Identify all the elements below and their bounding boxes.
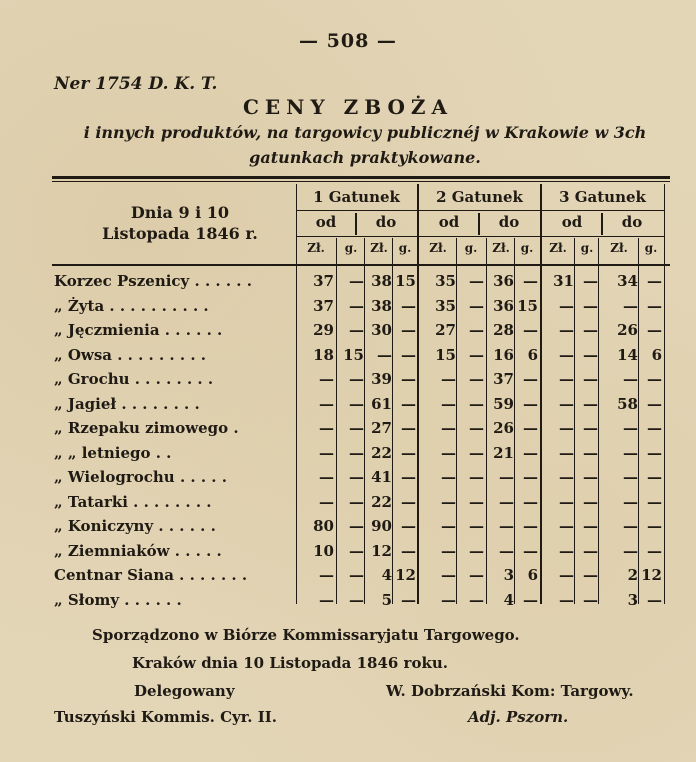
table-cell: — — [349, 541, 364, 560]
table-cell: — — [623, 492, 638, 511]
table-cell: — — [623, 517, 638, 535]
subtitle-line-2: gatunkach praktykowane. — [249, 148, 481, 167]
table-cell: — — [349, 272, 364, 290]
table-cell: 38 — [371, 272, 392, 290]
table-cell: — — [349, 370, 364, 388]
table-cell: 4 — [381, 566, 392, 584]
footer-line-1: Sporządzono w Biórze Kommissaryjatu Targowego. — [92, 626, 520, 644]
table-cell: 15 — [343, 345, 364, 364]
zl-header-3: Zł. — [370, 241, 388, 255]
commissioner: Tuszyński Kommis. Cyr. II. — [54, 708, 277, 726]
table-cell: — — [441, 541, 456, 560]
table-cell: — — [583, 419, 598, 437]
table-cell: — — [441, 394, 456, 413]
table-cell: — — [523, 443, 538, 462]
table-cell: — — [523, 541, 538, 560]
table-cell: — — [469, 468, 484, 486]
table-cell: — — [469, 370, 484, 388]
od-do-rule — [296, 236, 664, 237]
table-cell: — — [623, 541, 638, 560]
table-cell: — — [647, 394, 662, 413]
reference-number: Ner 1754 D. K. T. — [54, 74, 218, 94]
signer: W. Dobrzański Kom: Targowy. — [386, 682, 634, 700]
col-divider-4 — [418, 238, 419, 604]
grade-header-3: 3 Gatunek — [559, 188, 646, 206]
table-cell: 90 — [371, 517, 392, 535]
table-right-border — [664, 184, 665, 604]
table-cell: 10 — [313, 541, 334, 560]
table-cell: — — [523, 517, 538, 535]
table-cell: 4 — [503, 590, 514, 609]
table-cell: — — [441, 492, 456, 511]
row-label: „ „ letniego . . — [54, 443, 172, 462]
col-divider-8 — [540, 238, 541, 604]
table-cell: — — [647, 321, 662, 339]
col-divider-10 — [598, 238, 599, 604]
table-cell: — — [559, 321, 574, 339]
subtitle-line-1: i innych produktów, na targowicy publicznéj w Krakowie w 3ch — [83, 123, 647, 142]
table-cell: 3 — [503, 566, 514, 584]
table-cell: — — [349, 443, 364, 462]
table-cell: 80 — [313, 517, 334, 535]
table-cell: — — [499, 541, 514, 560]
table-cell: — — [469, 517, 484, 535]
table-cell: — — [583, 296, 598, 315]
row-label: „ Jagieł . . . . . . . . — [54, 394, 200, 413]
table-cell: 6 — [651, 345, 662, 364]
table-cell: — — [441, 517, 456, 535]
table-cell: — — [469, 566, 484, 584]
table-cell: — — [441, 419, 456, 437]
table-cell: — — [559, 296, 574, 315]
table-cell: — — [583, 321, 598, 339]
grade-1-left-border — [296, 184, 297, 604]
table-cell: 58 — [617, 394, 638, 413]
table-cell: 21 — [493, 443, 514, 462]
row-label: Centnar Siana . . . . . . . — [54, 566, 248, 584]
table-cell: — — [469, 541, 484, 560]
table-cell: — — [523, 468, 538, 486]
table-cell: — — [647, 468, 662, 486]
table-cell: — — [319, 468, 334, 486]
table-cell: 6 — [527, 345, 538, 364]
table-cell: — — [623, 370, 638, 388]
table-cell: 16 — [493, 345, 514, 364]
grade-title-rule — [296, 210, 664, 211]
table-cell: — — [401, 517, 416, 535]
table-cell: — — [401, 370, 416, 388]
table-cell: — — [401, 321, 416, 339]
table-cell: — — [469, 296, 484, 315]
table-cell: — — [647, 492, 662, 511]
table-cell: 28 — [493, 321, 514, 339]
table-cell: — — [349, 566, 364, 584]
table-cell: 12 — [371, 541, 392, 560]
table-cell: — — [349, 419, 364, 437]
table-cell: — — [469, 394, 484, 413]
table-cell: — — [523, 590, 538, 609]
col-divider-2 — [364, 238, 365, 604]
table-cell: — — [319, 419, 334, 437]
adjunct: Adj. Pszorn. — [468, 708, 569, 726]
table-cell: — — [319, 590, 334, 609]
table-cell: — — [377, 345, 392, 364]
od-do-divider-1 — [355, 213, 357, 235]
table-cell: — — [401, 541, 416, 560]
table-cell: 22 — [371, 443, 392, 462]
table-cell: 37 — [313, 296, 334, 315]
table-cell: — — [583, 345, 598, 364]
table-cell: — — [469, 492, 484, 511]
table-cell: 59 — [493, 394, 514, 413]
row-label: „ Koniczyny . . . . . . — [54, 517, 216, 535]
table-cell: — — [401, 296, 416, 315]
col-divider-1 — [336, 238, 337, 604]
table-cell: — — [441, 468, 456, 486]
table-cell: — — [559, 443, 574, 462]
table-cell: — — [441, 370, 456, 388]
od-do-divider-2 — [478, 213, 480, 235]
table-cell: — — [559, 345, 574, 364]
grade-header-2: 2 Gatunek — [436, 188, 523, 206]
table-cell: — — [583, 566, 598, 584]
table-cell: — — [559, 517, 574, 535]
zl-header-5: Zł. — [429, 241, 447, 255]
table-cell: — — [469, 345, 484, 364]
table-cell: — — [349, 468, 364, 486]
table-cell: — — [583, 443, 598, 462]
subtitle — [50, 120, 680, 170]
table-top-rule — [52, 176, 670, 179]
table-cell: — — [349, 492, 364, 511]
table-cell: 36 — [493, 296, 514, 315]
table-cell: 12 — [395, 566, 416, 584]
delegate-label: Delegowany — [134, 682, 235, 700]
table-cell: — — [559, 590, 574, 609]
table-cell: 35 — [435, 272, 456, 290]
table-cell: — — [523, 321, 538, 339]
table-cell: — — [469, 590, 484, 609]
table-cell: 26 — [493, 419, 514, 437]
table-cell: — — [499, 492, 514, 511]
table-cell: — — [401, 345, 416, 364]
table-cell: — — [349, 517, 364, 535]
table-cell: 31 — [553, 272, 574, 290]
table-cell: — — [319, 443, 334, 462]
zl-header-1: Zł. — [307, 241, 325, 255]
od-header-3: od — [561, 213, 583, 231]
table-cell: — — [499, 517, 514, 535]
table-cell: — — [583, 394, 598, 413]
footer-line-2: Kraków dnia 10 Listopada 1846 roku. — [132, 654, 448, 672]
row-label: „ Ziemniaków . . . . . — [54, 541, 222, 560]
table-cell: 37 — [493, 370, 514, 388]
table-cell: — — [441, 443, 456, 462]
row-label: „ Żyta . . . . . . . . . . — [54, 296, 209, 315]
table-cell: — — [319, 394, 334, 413]
row-label: „ Jęczmienia . . . . . . — [54, 321, 223, 339]
table-cell: — — [559, 492, 574, 511]
table-cell: 18 — [313, 345, 334, 364]
table-cell: 5 — [381, 590, 392, 609]
table-cell: — — [583, 590, 598, 609]
date-line-1: Dnia 9 i 10 — [130, 203, 230, 222]
table-cell: — — [647, 419, 662, 437]
table-cell: — — [647, 370, 662, 388]
table-cell: 30 — [371, 321, 392, 339]
table-cell: — — [647, 590, 662, 609]
zl-header-11: Zł. — [610, 241, 628, 255]
table-cell: — — [523, 272, 538, 290]
table-cell: — — [623, 419, 638, 437]
table-cell: 61 — [371, 394, 392, 413]
table-cell: — — [401, 394, 416, 413]
table-cell: — — [469, 272, 484, 290]
table-cell: 15 — [395, 272, 416, 290]
table-cell: — — [559, 566, 574, 584]
table-cell: — — [401, 419, 416, 437]
od-header-2: od — [438, 213, 460, 231]
table-cell: — — [583, 492, 598, 511]
table-cell: 35 — [435, 296, 456, 315]
table-cell: 3 — [627, 590, 638, 609]
g-header-12: g. — [644, 241, 658, 255]
row-label: „ Wielogrochu . . . . . — [54, 468, 227, 486]
col-divider-7 — [514, 238, 515, 604]
table-cell: — — [583, 272, 598, 290]
do-header-2: do — [498, 213, 520, 231]
table-cell: — — [623, 468, 638, 486]
table-cell: — — [349, 321, 364, 339]
table-cell: — — [623, 296, 638, 315]
table-cell: 14 — [617, 345, 638, 364]
table-cell: — — [523, 370, 538, 388]
g-header-4: g. — [398, 241, 412, 255]
table-cell: 12 — [641, 566, 662, 584]
table-cell: — — [349, 296, 364, 315]
table-cell: — — [559, 468, 574, 486]
col-divider-11 — [638, 238, 639, 604]
table-cell: — — [559, 370, 574, 388]
col-divider-6 — [486, 238, 487, 604]
table-cell: — — [441, 566, 456, 584]
table-cell: — — [647, 541, 662, 560]
table-cell: — — [319, 566, 334, 584]
table-cell: — — [523, 492, 538, 511]
do-header-3: do — [621, 213, 643, 231]
table-cell: 6 — [527, 566, 538, 584]
table-cell: — — [583, 468, 598, 486]
do-header-1: do — [375, 213, 397, 231]
table-cell: — — [401, 590, 416, 609]
table-cell: — — [583, 370, 598, 388]
table-cell: 15 — [517, 296, 538, 315]
table-cell: — — [559, 394, 574, 413]
table-cell: — — [349, 394, 364, 413]
table-cell: — — [401, 443, 416, 462]
table-cell: — — [647, 443, 662, 462]
od-do-divider-3 — [601, 213, 603, 235]
zl-header-9: Zł. — [549, 241, 567, 255]
table-cell: 34 — [617, 272, 638, 290]
row-label: „ Rzepaku zimowego . — [54, 419, 239, 437]
table-cell: 15 — [435, 345, 456, 364]
col-divider-3 — [392, 238, 393, 604]
row-label: Korzec Pszenicy . . . . . . — [54, 272, 252, 290]
zl-header-7: Zł. — [492, 241, 510, 255]
table-cell: 38 — [371, 296, 392, 315]
table-cell: — — [441, 590, 456, 609]
table-cell: 41 — [371, 468, 392, 486]
table-cell: — — [349, 590, 364, 609]
table-cell: — — [469, 443, 484, 462]
table-cell: — — [523, 394, 538, 413]
date-line-2: Listopada 1846 r. — [102, 224, 258, 243]
table-top-rule-thin — [52, 181, 670, 182]
g-header-2: g. — [344, 241, 358, 255]
page-number: — 508 — — [299, 30, 397, 52]
table-cell: 27 — [435, 321, 456, 339]
table-cell: 27 — [371, 419, 392, 437]
table-cell: — — [559, 541, 574, 560]
g-header-10: g. — [580, 241, 594, 255]
table-cell: — — [469, 321, 484, 339]
row-label: „ Owsa . . . . . . . . . — [54, 345, 206, 364]
table-cell: — — [469, 419, 484, 437]
table-cell: — — [401, 468, 416, 486]
od-header-1: od — [315, 213, 337, 231]
table-cell: — — [499, 468, 514, 486]
table-cell: — — [559, 419, 574, 437]
g-header-8: g. — [520, 241, 534, 255]
table-cell: — — [523, 419, 538, 437]
g-header-6: g. — [464, 241, 478, 255]
table-cell: — — [319, 492, 334, 511]
col-divider-5 — [456, 238, 457, 604]
table-cell: — — [647, 517, 662, 535]
col-divider-9 — [574, 238, 575, 604]
row-label: „ Grochu . . . . . . . . — [54, 370, 214, 388]
table-cell: 39 — [371, 370, 392, 388]
table-cell: 36 — [493, 272, 514, 290]
row-label: „ Tatarki . . . . . . . . — [54, 492, 212, 511]
table-cell: — — [623, 443, 638, 462]
table-cell: 2 — [627, 566, 638, 584]
table-cell: 22 — [371, 492, 392, 511]
table-cell: — — [401, 492, 416, 511]
grade-header-1: 1 Gatunek — [313, 188, 400, 206]
header-bottom-rule — [52, 264, 670, 266]
table-cell: 29 — [313, 321, 334, 339]
table-cell: 37 — [313, 272, 334, 290]
table-cell: 26 — [617, 321, 638, 339]
table-cell: — — [647, 272, 662, 290]
table-cell: — — [583, 517, 598, 535]
table-cell: — — [647, 296, 662, 315]
page-title: CENY ZBOŻA — [242, 95, 454, 119]
table-cell: — — [319, 370, 334, 388]
row-label: „ Słomy . . . . . . — [54, 590, 182, 609]
table-cell: — — [583, 541, 598, 560]
